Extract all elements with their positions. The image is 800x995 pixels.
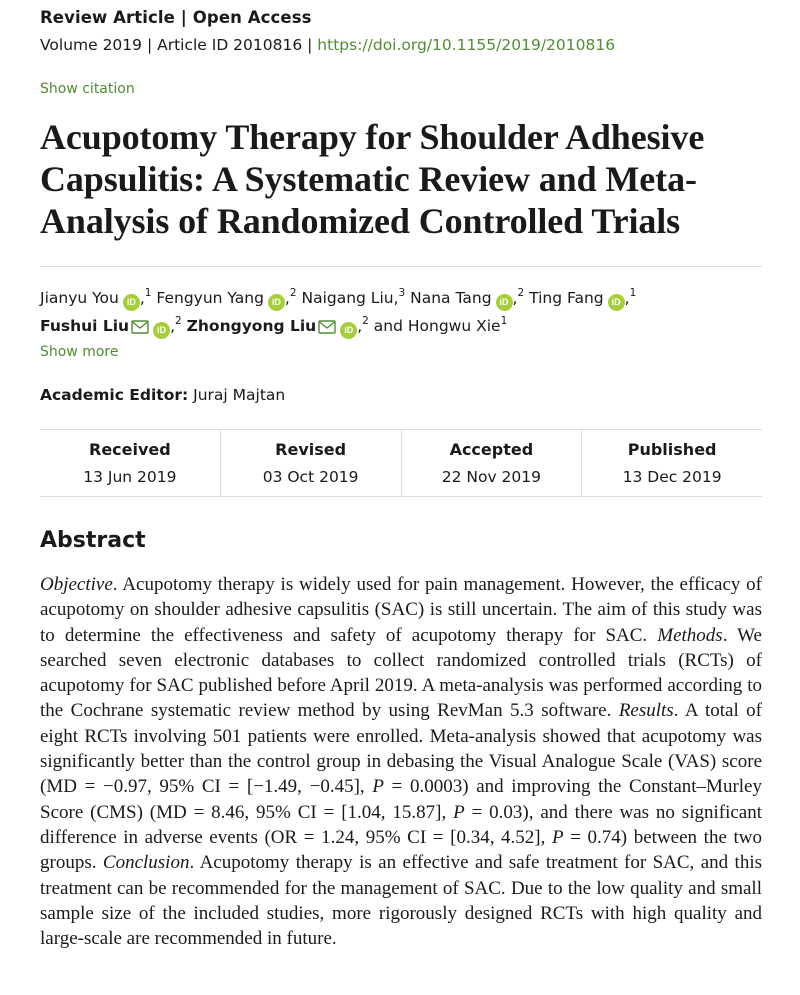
results-text: = 0.03), and there was no significant difference in adverse events (OR = 1.24, 95% CI = [0.34, 4.52], (40, 801, 763, 848)
date-label: Revised (275, 440, 347, 459)
results-label: Results (618, 700, 674, 722)
academic-editor-name: Juraj Majtan (193, 386, 286, 404)
author: Fushui Liu iD ,$^2$ (40, 317, 182, 335)
methods-label: Methods (657, 624, 723, 646)
article-type: Review Article | Open Access (40, 8, 312, 27)
email-icon[interactable] (318, 315, 336, 343)
affiliation-number[interactable]: 2 (289, 286, 297, 299)
doi-link[interactable]: https://doi.org/10.1155/2019/2010816 (317, 36, 616, 54)
conclusion-text: . Acupotomy therapy is an effective and safe treatment for SAC, and this treatment can be recommended for the management of SAC. Due to the low quality and small sample size of the included studies, more rigorously designed RCTs with high quality and large-scale are recommended in future. (40, 852, 762, 950)
p-value-symbol: P (552, 826, 564, 848)
affiliation-number[interactable]: 3 (398, 286, 406, 299)
results-text: . A total of eight RCTs involving 501 patients were enrolled. Meta-analysis showed that acupotomy was significantly better than the control group in debasing the Visual Analogue Scale (VAS) score (MD = −0.97, 95% CI = [−1.49, −0.45], (40, 700, 762, 798)
orcid-icon[interactable]: iD (608, 294, 625, 311)
author-name[interactable]: Zhongyong Liu (186, 317, 317, 335)
orcid-icon[interactable]: iD (268, 294, 285, 311)
date-value: 22 Nov 2019 (441, 468, 542, 486)
author: Nana Tang iD ,$^2$ (410, 289, 524, 307)
author-name[interactable]: Ting Fang (529, 289, 604, 307)
author-name[interactable]: Hongwu Xie (407, 317, 501, 335)
affiliation-number[interactable]: 2 (362, 314, 369, 327)
abstract-text (40, 572, 762, 951)
orcid-icon[interactable]: iD (340, 322, 357, 339)
author: Ting Fang iD ,$^1$ (529, 289, 636, 307)
author: Zhongyong Liu iD ,$^2$ (187, 317, 369, 335)
email-icon[interactable] (131, 315, 149, 343)
volume-text: Volume 2019 | Article ID 2010816 | (40, 36, 318, 54)
author-name[interactable]: Fengyun Yang (156, 289, 264, 307)
author-list (40, 284, 770, 343)
abstract-heading: Abstract (40, 528, 146, 553)
date-label: Published (627, 440, 717, 459)
p-value-symbol: P (453, 801, 465, 823)
author: Naigang Liu,$^3$ (301, 286, 406, 307)
date-published (581, 430, 762, 496)
academic-editor-label: Academic Editor: (40, 386, 189, 404)
article-title: Acupotomy Therapy for Shoulder Adhesive Capsulitis: A Systematic Review and Meta-Analysis of Randomized Controlled Trials (40, 117, 705, 241)
methods-text: . We searched seven electronic databases to collect randomized controlled trials (RCTs) of acupotomy for SAC published before April 2019. A meta-analysis was performed according to the Cochrane systematic review method by using RevMan 5.3 software. (40, 624, 762, 722)
date-value: 13 Dec 2019 (622, 468, 722, 486)
objective-label: Objective (40, 574, 113, 595)
author-name[interactable]: Fushui Liu (40, 317, 130, 335)
date-accepted (401, 430, 582, 496)
p-value-symbol: P (372, 776, 384, 798)
affiliation-number[interactable]: 1 (629, 286, 637, 299)
volume-line (40, 36, 615, 54)
objective-text: . Acupotomy therapy is widely used for pain management. However, the efficacy of acupotomy on shoulder adhesive capsulitis (SAC) is still uncertain. The aim of this study was to determine the effectiveness and safety of acupotomy therapy for SAC. (40, 574, 762, 646)
orcid-icon[interactable]: iD (123, 294, 140, 311)
affiliation-number[interactable]: 1 (144, 286, 152, 299)
author-name[interactable]: Naigang Liu (301, 289, 394, 307)
results-text: = 0.0003) and improving the Constant–Murley Score (CMS) (MD = 8.46, 95% CI = [1.04, 15.87], (40, 776, 762, 823)
orcid-icon[interactable]: iD (153, 322, 170, 339)
date-value: 03 Oct 2019 (262, 468, 359, 486)
dates-table (40, 429, 762, 497)
author-name[interactable]: Jianyu You (40, 289, 119, 307)
author (373, 314, 508, 335)
orcid-icon[interactable]: iD (496, 294, 513, 311)
authors-and: and (373, 317, 408, 335)
date-value: 13 Jun 2019 (83, 468, 177, 486)
show-more-link[interactable]: Show more (40, 344, 119, 360)
divider (40, 266, 762, 267)
academic-editor (40, 386, 285, 404)
date-received (40, 430, 220, 496)
date-label: Accepted (449, 440, 534, 459)
author: Jianyu You iD ,$^1$ (40, 289, 151, 307)
affiliation-number[interactable]: 1 (500, 314, 508, 327)
conclusion-label: Conclusion (102, 852, 190, 874)
author: Fengyun Yang iD ,$^2$ (156, 289, 296, 307)
show-citation-link[interactable]: Show citation (40, 81, 135, 97)
date-revised (220, 430, 401, 496)
author-name[interactable]: Nana Tang (410, 289, 492, 307)
affiliation-number[interactable]: 2 (175, 314, 182, 327)
date-label: Received (89, 440, 171, 459)
results-text: = 0.74) between the two groups. (40, 826, 762, 874)
affiliation-number[interactable]: 2 (517, 286, 525, 299)
